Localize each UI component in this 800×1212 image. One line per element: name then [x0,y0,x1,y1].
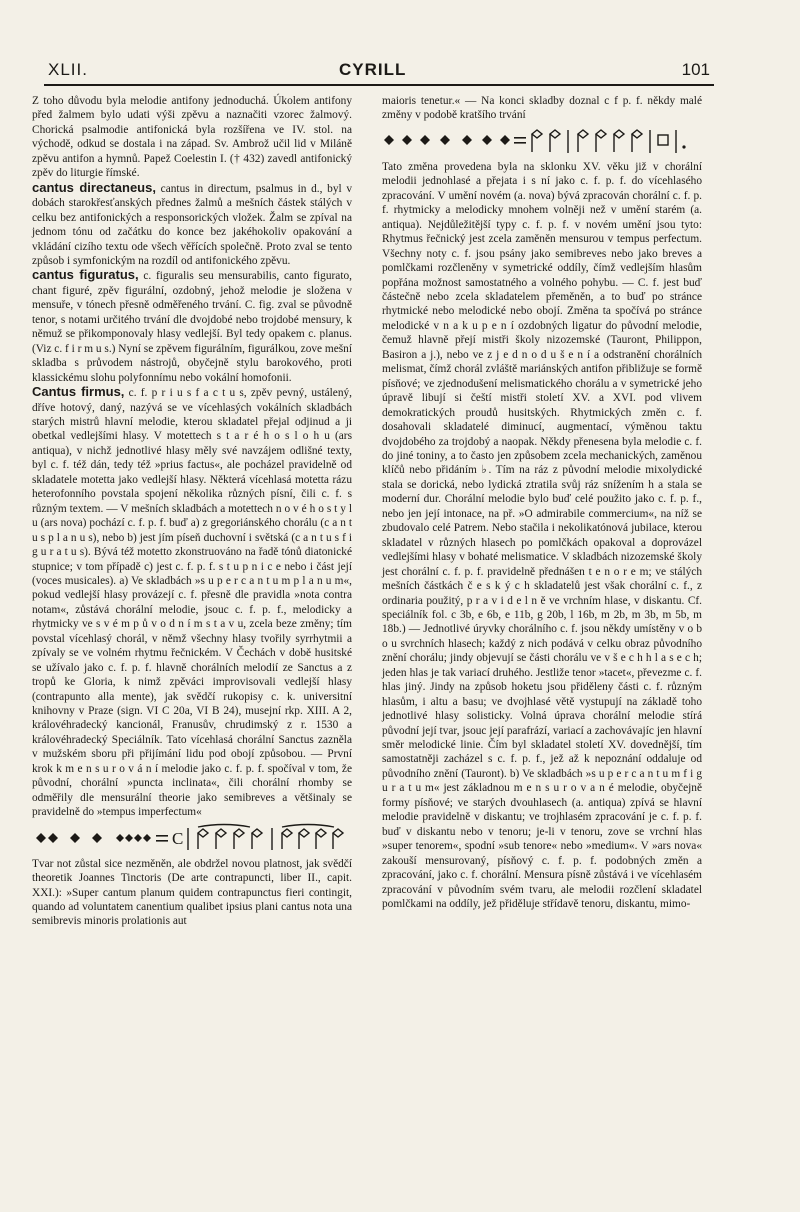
tinctoris-paragraph: Tvar not zůstal sice nezměněn, ale obdržel novou platnost, jak svědčí theoretik Joannes Tinctoris (De arte contrapuncti, liber II., capit. XXI.): »Super cantum planum quidem contrapunctus fieri contingit, quando ad voluntatem canentium qualibet ipsius plani cantus nota una semibrevis minoris prolationis aut [32,857,352,928]
entry-text: cantus in directum, psalmus in d., byl v dobách starokřesťanských přednes žalmů a mešních částek stálých v celku bez antifonických a responsorických vložek. Žalm se zpíval na jednom tónu od začátku do konce bez jakéhokoliv opakování a vkládání cizího textu ode všech věřících společně. Proto zval se tento způsob i symfonickým na rozdíl od antifonického zpěvu. [32,182,353,267]
music-notation-example [382,126,702,156]
running-header [44,60,714,84]
volume-number: XLII. [48,60,88,79]
music-notation-example [32,823,352,853]
page-number: 101 [681,60,710,79]
header-title: CYRILL [339,60,407,79]
entry-cantus-figuratus [32,268,352,385]
entry-heading: cantus directaneus, [32,179,156,195]
entry-text: c. f. p r i u s f a c t u s, zpěv pevný, ustálený, dříve hotový, daný, nazývá se ve vícehlasých vokálních skladbách starých mistrů hlavní melodie, kterou skladatel přejal odjinud a ji obetkal vedlejšími hlasy. V motettech s t a r é h o s l o h u (ars antiqua), v nichž jednotlivé hlasy měly své navzájem odlišné texty, byl c. f. též dán, tedy též »prius factus«, ale pocházel pravidelně od skladatele motetta jako vedlejší hlasy. Některá vícehlasá motetta rázu heterofonního povstala spojení několika různých písní, čili c. f. s různým textem. — V mešních skladbách a motettech n o v é h o s t y l u (ars nova) pochází c. f. p. f. buď a) z gregoriánského chorálu (c a n t u s p l a n u s), nebo b) jest jím píseň duchovní i světská (c a n t u s f i g u r a t u s). Bývá též motetto zkonstruováno na řadě tónů diatonické stupnice; v tom případě c) jest c. f. p. f. s t u p n i c e nebo i část její (voces musicales). a) Ve skladbách »s u p e r c a n t u m p l a n u m«, pokud vedlejší hlasy provázejí c. f. přesně dle pravidla »nota contra notam«, zůstává chorální melodie, jsouc c. f. p. f., melodicky a rhytmicky ve s v é m p ů v o d n í m s t a v u, zcela beze změny; tím povstal vícehlasý chorál, v němž všechny hlasy tvořily syrrhytmii a zpívaly se ve volném rhytmu řečnickém. V Čechách v době husitské se užívalo jako c. f. p. f. hlavně chorálních melodií ze Sanctus a z tropů ke Gloria, k nimž zpěváci improvisovali vedlejší hlasy (contrapunto alla mente), jak svědčí rukopisy c. k. universitní knihovny v Praze (sign. VI C 20a, VI B 24), musejní rkp. XIII. A 2, královéhradecký kancionál, Franusův, chrudimský z r. 1530 a královéhradecký Speciálník. Tato vícehlasá chorální Sanctus zazněla v mužském sboru při přijímání lidu pod obojí způsobou. — První krok k m e n s u r o v á n í melodie jako c. f. p. f. spočíval v tom, že původní, chorální »puncta inclinata«, čili chorální rhomby se odměřily dle mensurální theorie jako semibreves a většinaly se pravidelně do »tempus imperfectum« [32,387,352,819]
new-art-paragraph: Tato změna provedena byla na sklonku XV. věku již v chorální melodii jednohlasé a přejata i s ní jako c. f. p. f. do vícehlasého zpracování. V umění novém (a. nova) bývá zpracován chorální c. f. p. f. rhytmicky a melodicky mnohem volněji než v umění starém (a. antiqua). Nejdůležitější typy c. f. p. f. v novém umění jsou tyto: Rhytmus řečnický jest zcela zaměněn mensurou v tempus perfectum. Všechny noty c. f. jsou psány jako semibreves nebo jako breves a pomlčkami rozčleněny v symetrické oddíly, čímž vedlejším hlasům popřána možnost samostatného a volného pohybu. — C. f. jest buď částečně nebo zcela skladatelem přeměněn, a to buď po stránce rhytmické nebo melodické nebo obojí. Změna ta spočívá po stránce melodické v n a k u p e n í ozdobných ligatur do původní melodie, čemuž hlavně přejí mistři školy nizozemské (Tauront, Philippon, Basiron a j.), nebo ve z j e d n o d u š e n í a odstranění chorálních melismat, čímž chorál zvláště mariánských antifon přibližuje se formě písňové; ve zjednodušení melismatického chorálu a v symetrické jeho úpravě libují si čeští mistři století XV. a XVI. pod vlivem demokratických proudů husitských. Rhytmických změn c. f. dosahovali skladatelé diminucí, augmentací, výměnou taktu dvojdobého za trojdobý a naopak. Někdy přenesena byla melodie c. f. do jiné toniny, a to často jen způsobem zcela mechanických, zaměnou klíčů nebo přidáním ♭. Tím na ráz z původní melodie mixolydické stala se dorická, nebo lydická ztratila svůj ráz snížením h a stala se moderní dur. Chorální melodie bylo buď celé použito jako c. f. p. f., nebo jen její intonace, na př. »O admirabile commercium«, na níž se zbudovalo celé Patrem. Nebo stačila i nekolikatónová jubilace, kterou skladatel v různých hlasech po pomlčkách opakoval a doprovázel vedlejšími hlasy v bohaté melismatice. V skladbách nizozemské školy jest chorální c. f. p. f. pravidelně přednášen t e n o r e m; ve stálých mešních částkách č e s k ý c h skladatelů jest však chorální c. f., z ordinaria použitý, p r a v i d e l n ě ve vrchním hlase, v diskantu. Cf. speciálník fol. c 3b, e 6b, e 11b, g 20b, l 16b, m 2b, m 3b, m 5b, m 18b.) — Jednotlivé úryvky chorálního c. f. jsou někdy umístěny v o b o u svrchních hlasech; každý z nich podává v celku obraz původního znění chorálu; jindy objevují se části chorálu ve v š e c h h l a s e c h; jeden hlas je tak variací druhého. Jestliže tenor »tacet«, převezme c. f. hlas jiný. Jindy na způsob hoketu jsou přiděleny části c. f. různým hlasům, i altu a basu; ve dvojhlasé větě vystupují na základě toho jednotlivé hlasy solisticky. Volná úprava chorální melodie stírá původní její tvar, jsouc její parafrází, variací a zachovávajíc jen hlavní směr melodické linie. Čím byl skladatel století XV. dovednější, tím samostatněji zacházel s c. f. p. f., jež až k nepoznání oddaluje od původního znění (Tauront). b) Ve skladbách »s u p e r c a n t u m f i g u r a t u m« jest základnou m e n s u r o v a n é melodie, obyčejně formy písňové; ve starých dvouhlasech (a. antiqua) zpívá se hlavní melodie pravidelně v diskantu; ve trojhlasém zpracování je c. f. p. f. buď v diskantu nebo v tenoru; je-li v tenoru, zove se vrchní hlas »super tenorem«, spodní »sub tenore« nebo »medium«. V »ars nova« zakouší mensurovaný, písňový c. f. p. f. podobných změn a zpracování, jako c. f. chorální. Mensura písně zůstává i ve vícehlasém zpracování v původním svém tvaru, ale melodii rozčlení skladatel pomlčkami na oddíly, jež přiděluje střídavě tenoru, diskantu, mimo- [382,160,702,911]
svg-text:C: C [172,828,184,848]
entry-cantus-firmus [32,385,352,820]
left-column [32,94,352,929]
right-column [382,94,702,911]
continuation-paragraph: maioris tenetur.« — Na konci skladby doznal c f p. f. někdy malé změny v podobě kratšího trvání [382,95,702,122]
entry-text: c. figuralis seu mensurabilis, canto figurato, chant figuré, zpěv figurální, ozdobný, jehož melodie je složena v mensuře, v tónech přesně odměřeného trvání. C. fig. zval se původně tenor, s notami určitého trvání dle dvojdobé nebo trojdobé mensury, k němuž se přikomponovaly hlasy vedlejší. Byl tedy opakem c. planus. (Viz c. f i r m u s.) Nyní se zpěvem figurálním, figurálkou, zove mešní skladba s průvodem nástrojů, obyčejně stylu barokového, proti klassickému slohu polyfonnímu nebo vokální homofonii. [32,270,353,384]
rhombus-to-breve-notation [382,126,702,156]
entry-heading: Cantus firmus, [32,384,125,400]
entry-cantus-directaneus [32,181,352,269]
entry-heading: cantus figuratus, [32,267,139,283]
antiphon-paragraph: Z toho důvodu byla melodie antifony jednoduchá. Úkolem antifony před žalmem bylo udati výši zpěvu a naznačiti vzorec žalmový. Chorická psalmodie antifonická byla rozšířena ve IV. stol. na východě, odkud se dostala i na západ. Sv. Ambrož učil lid v Miláně zpěvu antifon a hymnů. Papež Coelestin I. († 432) zavedl antifonický zpěv do liturgie římské. [32,95,352,180]
header-rule [44,84,714,86]
rhombus-to-semibreve-notation [32,823,352,853]
